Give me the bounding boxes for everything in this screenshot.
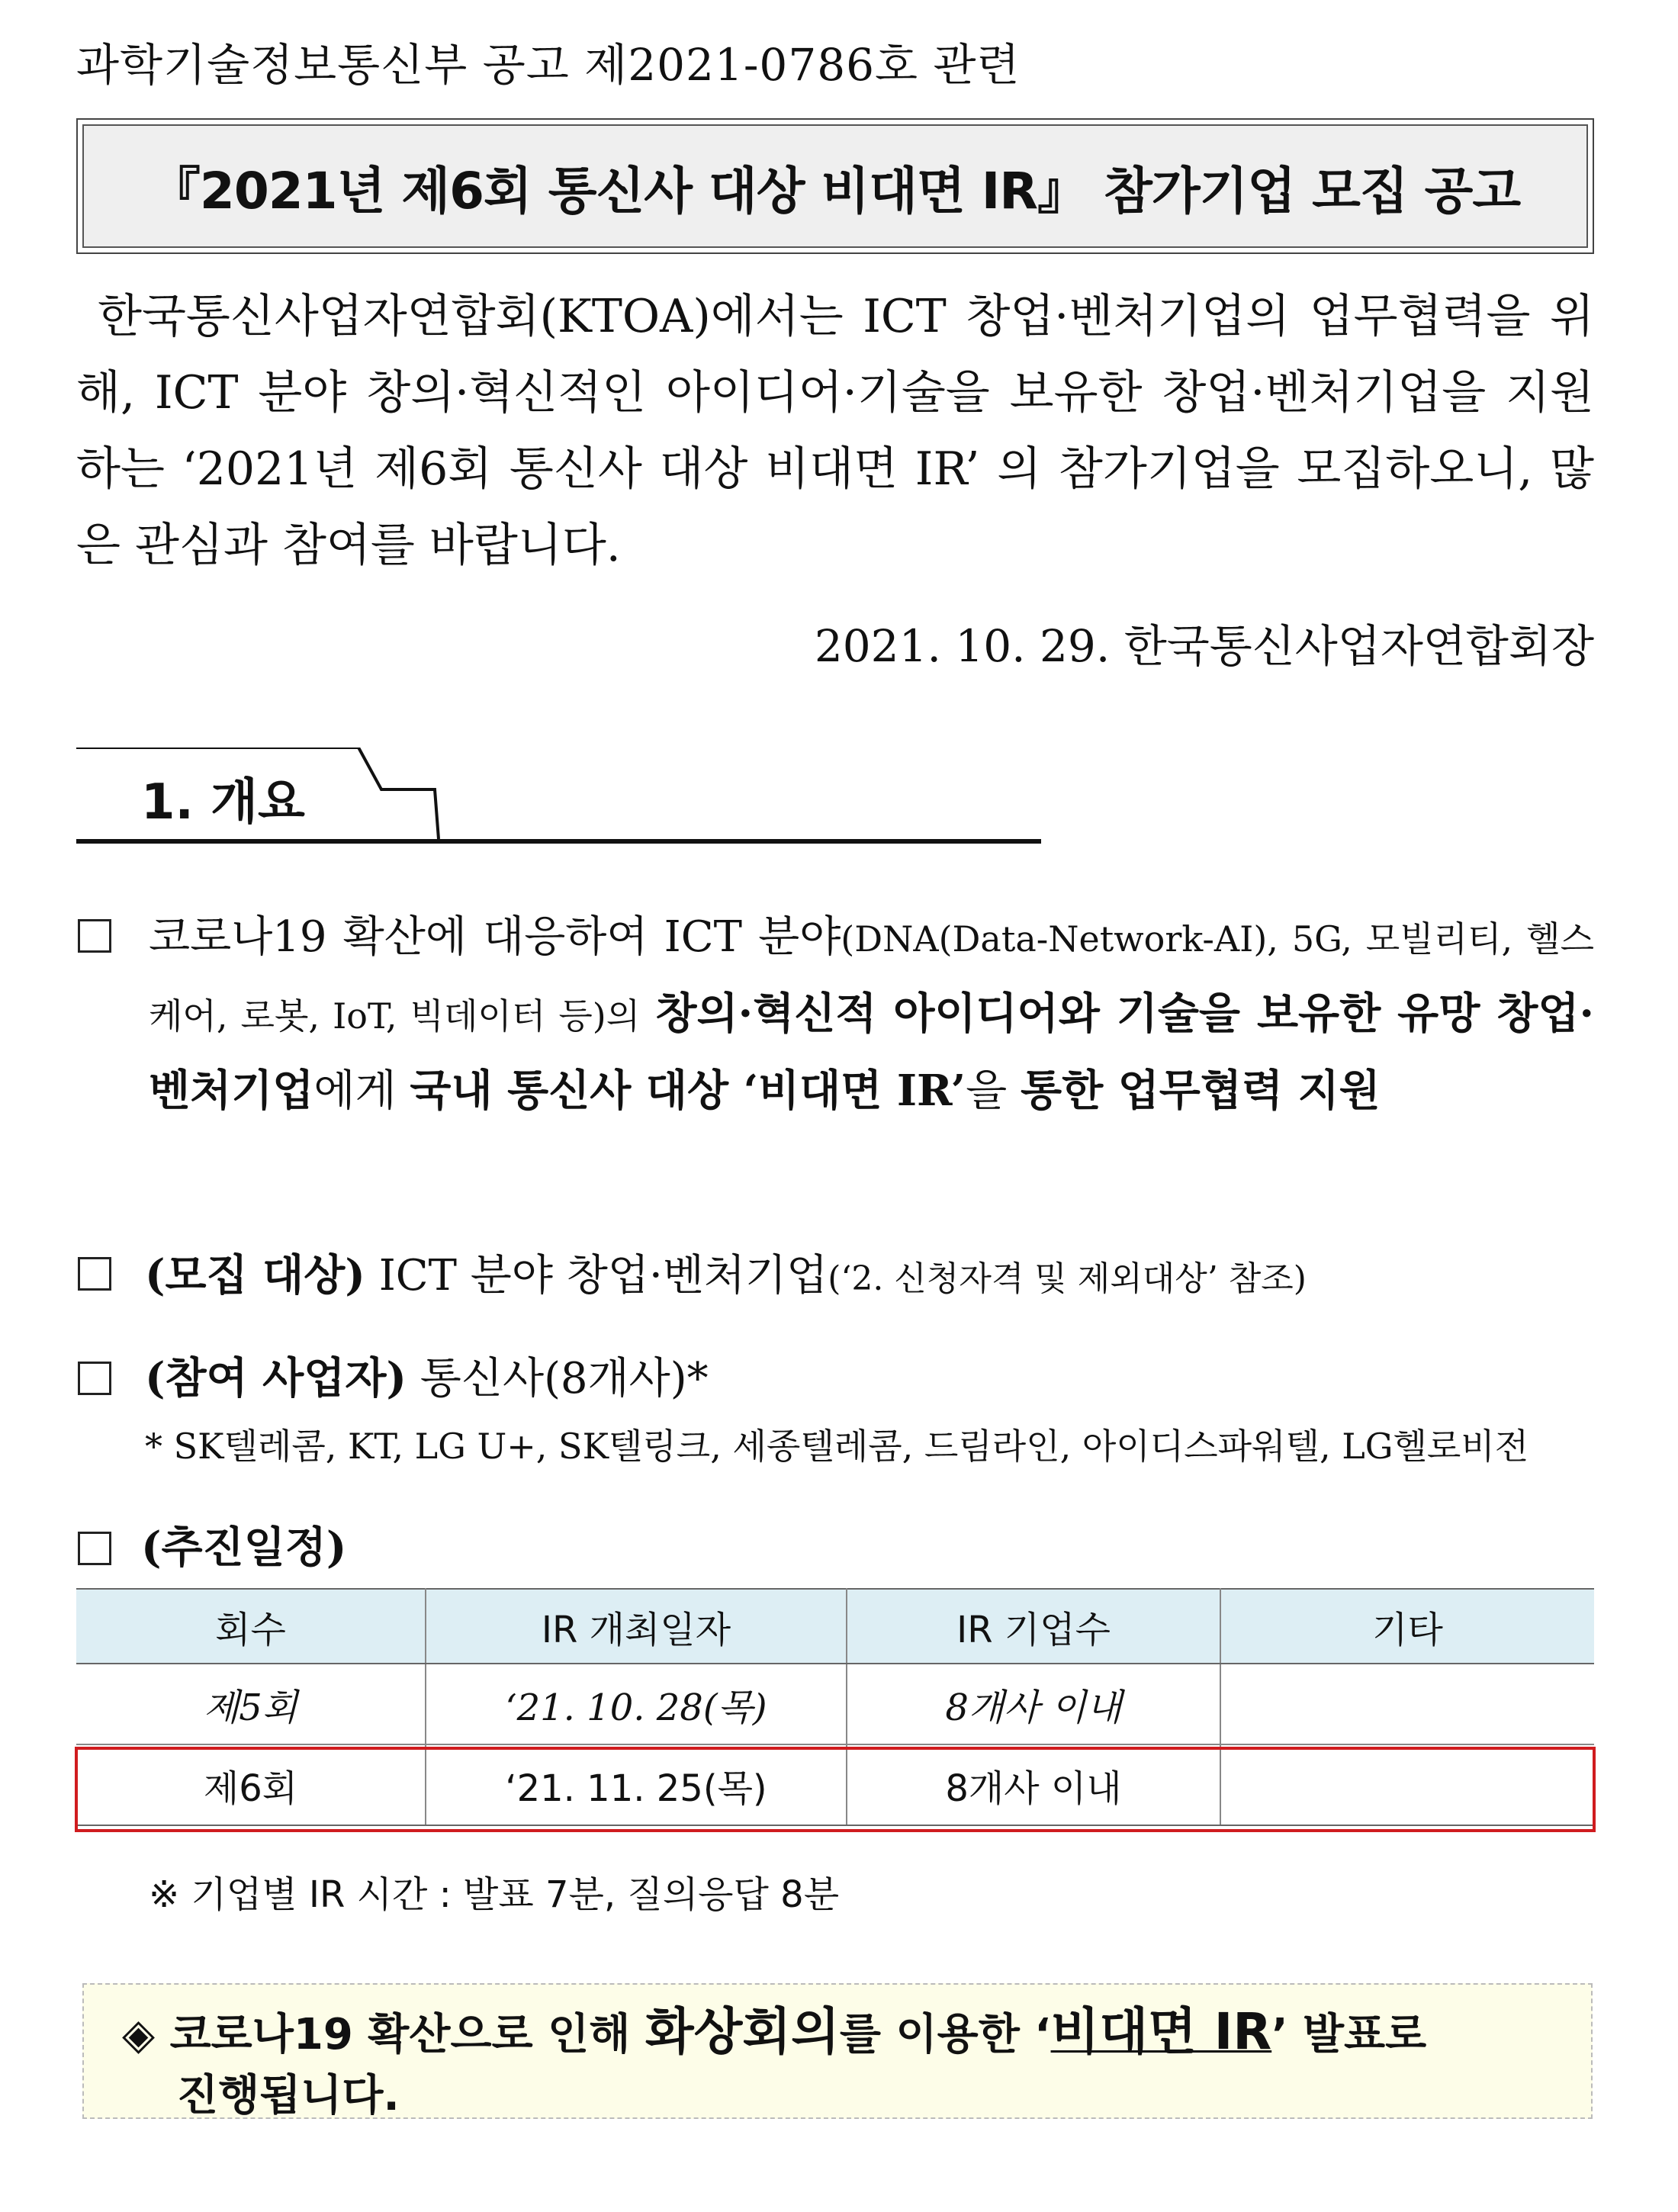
item1-text-g: 통한 업무협력 지원 — [1021, 1066, 1381, 1116]
table-header-row — [76, 1589, 1594, 1664]
notice-text-f: 진행됩니다. — [177, 2071, 400, 2120]
target-ref: (‘2. 신청자격 및 제외대상’ 참조) — [828, 1259, 1307, 1298]
cell-count: 8개사 이내 — [847, 1664, 1220, 1744]
notice-text-c: 를 이용한 ‘ — [839, 2010, 1051, 2059]
checkbox-item3 — [78, 1362, 111, 1395]
ir-time-note: ※ 기업별 IR 시간 : 발표 7분, 질의응답 8분 — [149, 1873, 840, 1916]
highlight-box — [75, 1747, 1596, 1832]
notice-box — [82, 1983, 1593, 2119]
schedule-label: (추진일정) — [141, 1522, 347, 1573]
header-date: IR 개최일자 — [426, 1589, 847, 1664]
item1-text-b: (DNA(Data-Network-AI), 5G, 모빌리티, 헬스케어, 로봇, IoT, 빅데이터 등)의 — [149, 918, 1594, 1037]
title-box — [76, 118, 1594, 254]
item1-text-a: 코로나19 확산에 대응하여 ICT 분야 — [149, 912, 841, 962]
notice-text — [122, 2001, 1426, 2127]
signature: 2021. 10. 29. 한국통신사업자연합회장 — [814, 620, 1594, 672]
reference-line: 과학기술정보통신부 공고 제2021-0786호 관련 — [76, 39, 1021, 91]
header-round: 회수 — [76, 1589, 426, 1664]
intro-block — [76, 278, 1594, 584]
page-title: 『2021년 제6회 통신사 대상 비대면 IR』 참가기업 모집 공고 — [149, 161, 1521, 220]
checkbox-item2 — [78, 1257, 111, 1291]
cell-date: ‘21. 10. 28(목) — [426, 1664, 847, 1744]
item1-text-f: 을 — [966, 1066, 1008, 1116]
item1-text-d: 에게 — [313, 1066, 397, 1116]
participants-text: 통신사(8개사)* — [420, 1354, 709, 1403]
header-count: IR 기업수 — [847, 1589, 1220, 1664]
notice-text-e: ’ 발표로 — [1271, 2010, 1427, 2059]
table-row — [76, 1664, 1594, 1744]
target-item — [145, 1242, 1307, 1303]
participants-note: * SK텔레콤, KT, LG U+, SK텔링크, 세종텔레콤, 드림라인, 아이디스파워텔, LG헬로비전 — [145, 1426, 1529, 1467]
item1-text-e: 국내 통신사 대상 ‘비대면 IR’ — [410, 1066, 966, 1116]
cell-round: 제5회 — [76, 1664, 426, 1744]
checkbox-item1 — [78, 919, 111, 953]
notice-text-a: 코로나19 확산으로 인해 — [169, 2010, 631, 2059]
cell-date: ‘21. 11. 25(목) — [426, 1744, 847, 1825]
cell-etc — [1220, 1664, 1594, 1744]
participants-item — [145, 1345, 709, 1406]
cell-count: 8개사 이내 — [847, 1744, 1220, 1825]
target-label: (모집 대상) — [145, 1250, 365, 1301]
notice-text-d: 비대면 IR — [1050, 2002, 1272, 2061]
notice-text-b: 화상회의 — [645, 2002, 840, 2061]
overview-item — [149, 900, 1594, 1129]
item1-text-c: 창의·혁신적 아이디어와 기술을 보유한 유망 창업·벤처기업 — [149, 989, 1594, 1116]
diamond-icon: ◈ — [122, 2010, 156, 2059]
participants-label: (참여 사업자) — [145, 1353, 407, 1403]
intro-paragraph: 한국통신사업자연합회(KTOA)에서는 ICT 창업·벤처기업의 업무협력을 위해, ICT 분야 창의·혁신적인 아이디어·기술을 보유한 창업·벤처기업을 지원하는 ‘2021년 제6회 통신사 대상 비대면 IR’ 의 참가기업을 모집하오니, 많은 관심과 참여를 바랍니다. — [76, 290, 1594, 572]
title-inner — [82, 124, 1588, 248]
section-title: 1. 개요 — [141, 774, 305, 831]
cell-round: 제6회 — [76, 1744, 426, 1825]
checkbox-item4 — [78, 1532, 111, 1565]
target-text: ICT 분야 창업·벤처기업 — [378, 1251, 828, 1301]
header-etc: 기타 — [1220, 1589, 1594, 1664]
